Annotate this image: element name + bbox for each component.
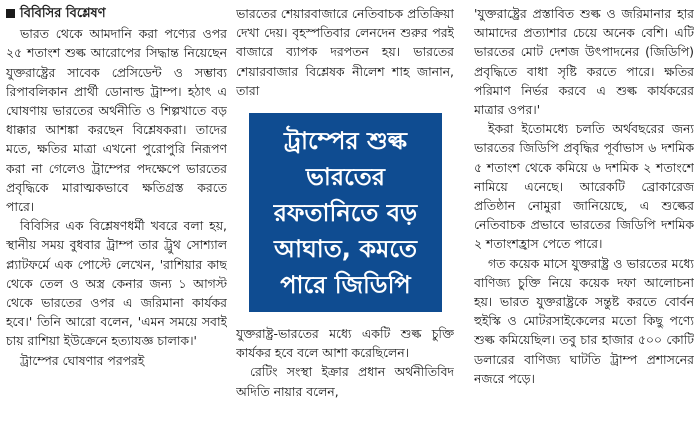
paragraph: যুক্তরাষ্ট্র-ভারতের মধ্যে একটি শুল্ক চুক্তি কার্যকর হবে বলে আশা করেছিলেন। [236, 326, 454, 361]
paragraph: বিবিসির এক বিশ্লেষণধর্মী খবরে বলা হয়, স্থানীয় সময় বুধবার ট্রাম্প তার ট্রুথ সোশ্যাল প্ল্যাটফর্মে এক পোস্টে লেখেন, 'রাশিয়ার কাছ থেকে তেল ও অস্ত্র কেনার জন্য ১ আগস্ট থেকে ভারতের ওপর এ জরিমানা কার্যকর হবে।' তিনি আরো বলেন, 'এমন সময়ে সবাই চায় রাশিয়া ইউক্রেনে হত্যাযজ্ঞ চালাক।' [6, 218, 227, 349]
headline-box [249, 113, 442, 312]
column-2-top [236, 4, 454, 102]
paragraph: গত কয়েক মাসে যুক্তরাষ্ট্র ও ভারতের মধ্যে বাণিজ্য চুক্তি নিয়ে কয়েক দফা আলোচনা হয়। ভারত যুক্তরাষ্ট্রকে সন্তুষ্ট করতে বোর্বন হুইস্কি ও মোটরসাইকেলের মতো কিছু পণ্যে শুল্ক কমিয়েছিল। তবু চার হাজার ৫০০ কোটি ডলারের বাণিজ্য ঘাটতি ট্রাম্প প্রশাসনের নজরে পড়ে। [474, 255, 694, 386]
article-column-3 [474, 4, 694, 426]
column-2-bottom [236, 324, 454, 401]
section-heading-text: বিবিসির বিশ্লেষণ [20, 6, 106, 21]
paragraph: ভারতের শেয়ারবাজারে নেতিবাচক প্রতিক্রিয়া দেখা দেয়। বৃহস্পতিবার লেনদেন শুরুর পরই বাজারে ব্যাপক দরপতন হয়। ভারতের শেয়ারবাজার বিশ্লেষক নীলেশ শাহ জানান, তারা [236, 6, 454, 98]
headline: ট্রাম্পের শুল্ক ভারতের রফতানিতে বড় আঘাত, কমতে পারে জিডিপি [273, 126, 418, 299]
article-column-1 [6, 4, 227, 426]
paragraph: ইকরা ইতোমধ্যে চলতি অর্থবছরের জন্য ভারতের জিডিপি প্রবৃদ্ধির পূর্বাভাস ৬ দশমিক ৫ শতাংশ থেকে কমিয়ে ৬ দশমিক ২ শতাংশে নামিয়ে এনেছে। আরেকটি ব্রোকারেজ প্রতিষ্ঠান নোমুরা জানিয়েছে, এ শুল্কের নেতিবাচক প্রভাবে ভারতের জিডিপি দশমিক ২ শতাংশহ্রাস পেতে পারে। [474, 121, 694, 252]
paragraph: রেটিং সংস্থা ইক্রার প্রধান অর্থনীতিবিদ অদিতি নায়ার বলেন, [236, 364, 454, 399]
paragraph: ট্রাম্পের ঘোষণার পরপরই [20, 352, 145, 368]
section-heading [6, 4, 227, 23]
paragraph: 'যুক্তরাষ্ট্রের প্রস্তাবিত শুল্ক ও জরিমানার হার আমাদের প্রত্যাশার চেয়ে অনেক বেশি। এটি ভারতের মোট দেশজ উৎপাদনের (জিডিপি) প্রবৃদ্ধিতে বাধা সৃষ্টি করতে পারে। ক্ষতির পরিমাণ নির্ভর করবে এ শুল্ক কার্যকরের মাত্রার ওপর।' [474, 6, 694, 118]
square-bullet-icon [6, 9, 15, 18]
paragraph: ভারত থেকে আমদানি করা পণ্যের ওপর ২৫ শতাংশ শুল্ক আরোপের সিদ্ধান্ত নিয়েছেন যুক্তরাষ্ট্রের সাবেক প্রেসিডেন্ট ও সম্ভাব্য রিপাবলিকান প্রার্থী ডোনাল্ড ট্রাম্প। হঠাৎ এ ঘোষণায় ভারতের অর্থনীতি ও শিল্পখাতে বড় ধাক্কার আশঙ্কা করছেন বিশ্লেষকরা। তাদের মতে, ক্ষতির মাত্রা এখনো পুরোপুরি নিরূপণ করা না গেলেও ট্রাম্পের পদক্ষেপে ভারতের প্রবৃদ্ধিকে মারাত্মকভাবে ক্ষতিগ্রস্ত করতে পারে। [6, 26, 227, 215]
